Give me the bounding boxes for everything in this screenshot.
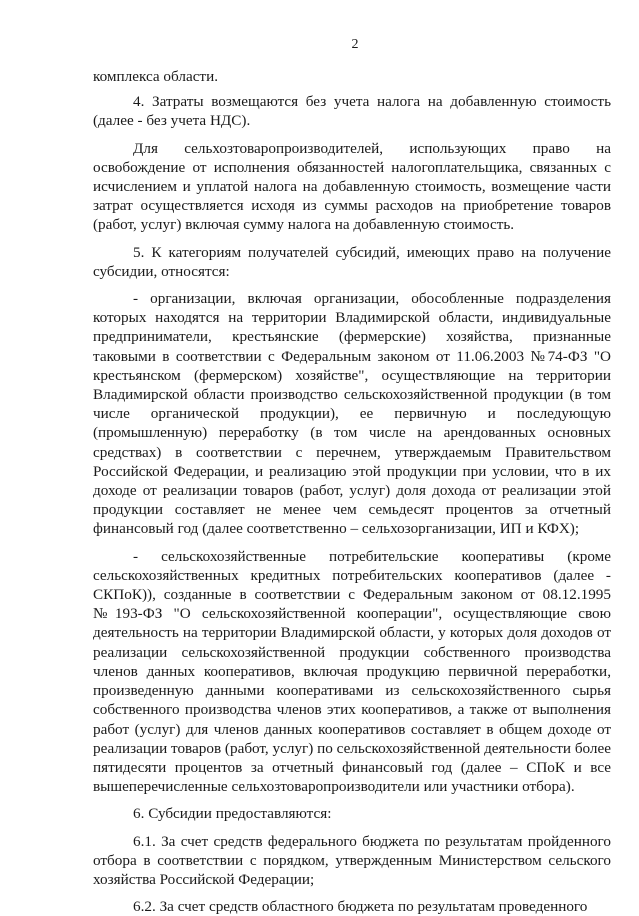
paragraph-vat-exemption: Для сельхозтоваропроизводителей, использующих право на освобождение от исполнения обязанностей налогоплательщика, связанных с исчислением и уплатой налога на добавленную стоимость, возмещение части затрат осуществляется исходя из суммы расходов на приобретение товаров (работ, услуг) включая сумму налога на добавленную стоимость. <box>93 139 611 234</box>
paragraph-item-6: 6. Субсидии предоставляются: <box>133 805 332 823</box>
paragraph-cooperatives: - сельскохозяйственные потребительские кооперативы (кроме сельскохозяйственных кредитных потребительских кооперативов (далее - СКПоК)), созданные в соответствии с Федеральным законом от 08.12.1995 №193-ФЗ "О сельскохозяйственной кооперации", осуществляющие свою деятельность на территории Владимирской области, у которых доля доходов от реализации сельскохозяйственной продукции собственного производства членов данных кооперативов, включая продукцию первичной переработки, произведенную данными кооперативами из сельскохозяйственного сырья собственного производства членов этих кооперативов, а также от выполнения работ (услуг) для членов данных кооперативов составляет в общем доходе от реализации товаров (работ, услуг) по сельскохозяйственной деятельности более пятидесяти процентов за отчетный финансовый год (далее – СПоК и все вышеперечисленные сельхозтоваропроизводители или участники отбора). <box>93 547 611 796</box>
paragraph-item-4: 4. Затраты возмещаются без учета налога на добавленную стоимость (далее - без учета НДС). <box>93 93 611 130</box>
paragraph-item-5: 5. К категориям получателей субсидий, имеющих право на получение субсидии, относятся: <box>93 243 611 280</box>
paragraph-item-6-2: 6.2. За счет средств областного бюджета по результатам проведенного <box>133 898 588 916</box>
paragraph-organizations: - организации, включая организации, обособленные подразделения которых находятся на территории Владимирской области, индивидуальные предприниматели, крестьянские (фермерские) хозяйства, признанные таковыми в соответствии с Федеральным законом от 11.06.2003 №74-ФЗ "О крестьянском (фермерском) хозяйстве", осуществляющие на территории Владимирской области производство сельскохозяйственной продукции (в том числе органической продукции), ее первичную и последующую (промышленную) переработку (в том числе на арендованных основных средствах) в соответствии с перечнем, утверждаемым Правительством Российской Федерации, и реализацию этой продукции при условии, что в их доходе от реализации товаров (работ, услуг) доля дохода от реализации этой продукции составляет не менее чем семьдесят процентов за отчетный финансовый год (далее соответственно – сельхозорганизации, ИП и КФХ); <box>93 290 611 538</box>
paragraph-continuation: комплекса области. <box>93 68 218 85</box>
paragraph-item-6-1: 6.1. За счет средств федерального бюджета по результатам пройденного отбора в соответствии с порядком, утвержденным Министерством сельского хозяйства Российской Федерации; <box>93 832 611 888</box>
page-number: 2 <box>351 37 359 52</box>
